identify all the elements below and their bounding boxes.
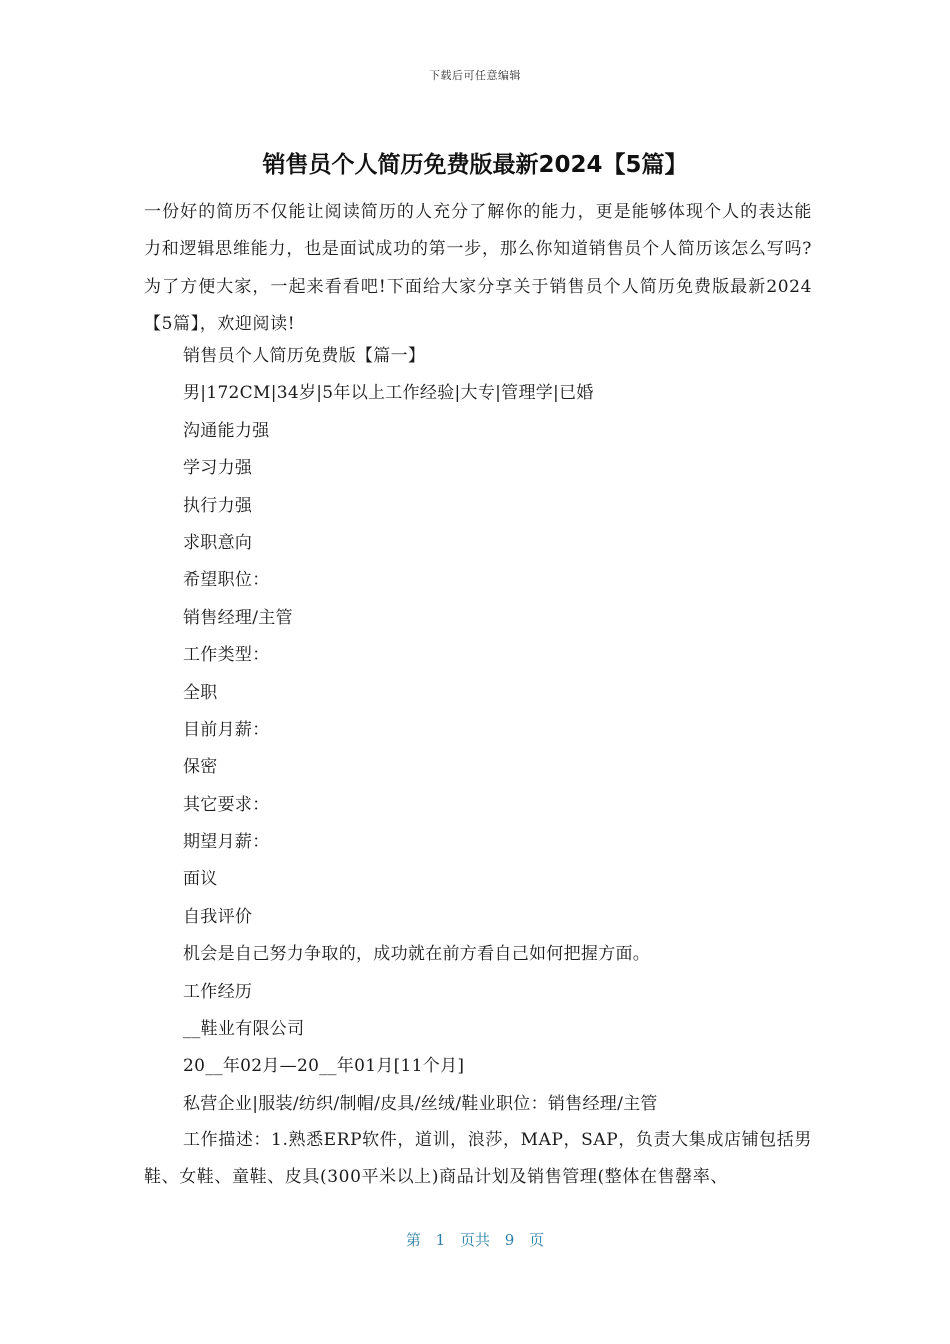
intro-paragraph: 一份好的简历不仅能让阅读简历的人充分了解你的能力，更是能够体现个人的表达能力和逻辑思维能力，也是面试成功的第一步，那么你知道销售员个人简历该怎么写吗?为了方便大家，一起来看看吧!下面给大家分享关于销售员个人简历免费版最新2024【5篇】，欢迎阅读! [144,202,812,335]
personal-info-line: 男|172CM|34岁|5年以上工作经验|大专|管理学|已婚 [183,383,594,404]
field-label-current-salary: 目前月薪： [183,719,270,740]
field-label-desired-position: 希望职位： [183,570,270,591]
field-label-other-requirements: 其它要求： [183,794,270,815]
strength-item: 执行力强 [183,495,253,516]
section-heading-work-experience: 工作经历 [183,981,253,1002]
self-evaluation-text: 机会是自己努力争取的，成功就在前方看自己如何把握方面。 [183,944,651,965]
resume-body [144,338,812,1123]
field-label-expected-salary: 期望月薪： [183,832,270,853]
section-heading-part-one: 销售员个人简历免费版【篇一】 [183,346,426,366]
field-label-job-type: 工作类型： [183,645,270,666]
field-value-job-type: 全职 [183,682,218,703]
section-heading-job-intention: 求职意向 [183,532,253,553]
strength-item: 学习力强 [183,458,253,479]
field-value-current-salary: 保密 [183,757,218,778]
work-description-paragraph: 工作描述：1.熟悉ERP软件，道训，浪莎，MAP，SAP，负责大集成店铺包括男鞋、女鞋、童鞋、皮具(300平米以上)商品计划及销售管理(整体在售罄率、 [144,1130,812,1188]
strength-item: 沟通能力强 [183,420,270,441]
document-title: 销售员个人简历免费版最新2024【5篇】 [262,152,688,178]
page-number-footer: 第 1 页共 9 页 [405,1231,545,1249]
field-value-expected-salary: 面议 [183,869,218,890]
page-header-note: 下载后可任意编辑 [429,69,521,82]
company-industry-position: 私营企业|服装/纺织/制帽/皮具/丝绒/鞋业职位：销售经理/主管 [183,1093,658,1114]
section-heading-self-evaluation: 自我评价 [183,906,253,927]
company-name: __鞋业有限公司 [183,1019,305,1040]
employment-period: 20__年02月—20__年01月[11个月] [183,1056,465,1077]
field-value-desired-position: 销售经理/主管 [183,607,293,628]
